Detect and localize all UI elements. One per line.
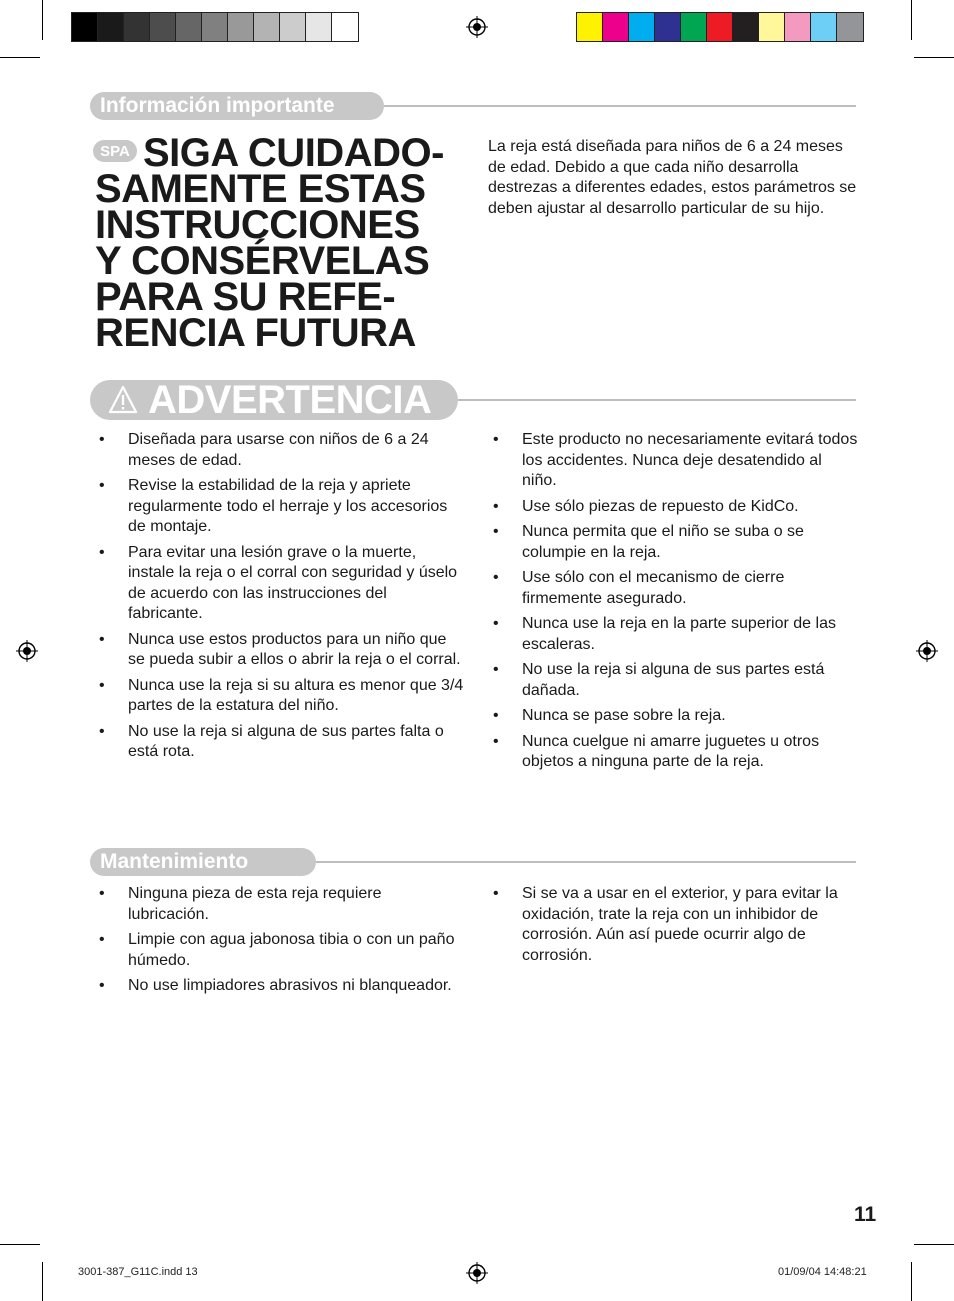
warning-list-left	[95, 430, 465, 768]
date-slug: 01/09/04 14:48:21	[778, 1266, 867, 1278]
list-item: • No use la reja si alguna de sus partes está dañada.	[489, 660, 859, 701]
section-header-informacion	[90, 92, 856, 120]
title-line: PARA SU REFE-	[95, 275, 396, 319]
list-item: • Para evitar una lesión grave o la muerte, instale la reja o el corral con seguridad y úselo de acuerdo con las instrucciones del fabricante.	[95, 543, 465, 625]
color-swatch	[837, 13, 863, 41]
list-item: • Nunca use la reja si su altura es menor que 3/4 partes de la estatura del niño.	[95, 676, 465, 717]
list-item: • Nunca cuelgue ni amarre juguetes u otros objetos a ninguna parte de la reja.	[489, 732, 859, 773]
warning-pill	[90, 380, 458, 420]
color-swatch	[280, 13, 306, 41]
intro-paragraph: La reja está diseñada para niños de 6 a 24 meses de edad. Debido a que cada niño desarrolla destrezas a diferentes edades, estos parámetros se deben ajustar al desarrollo particular de su hijo.	[488, 138, 857, 217]
grayscale-color-bar	[71, 12, 359, 42]
section-rule	[316, 861, 856, 863]
crop-mark	[911, 0, 912, 40]
list-item: • Revise la estabilidad de la reja y apriete regularmente todo el herraje y los accesorios de montaje.	[95, 476, 465, 538]
color-swatch	[785, 13, 811, 41]
list-item: • Diseñada para usarse con niños de 6 a 24 meses de edad.	[95, 430, 465, 471]
color-swatch	[254, 13, 280, 41]
list-item: • Use sólo piezas de repuesto de KidCo.	[489, 497, 859, 518]
color-swatch	[176, 13, 202, 41]
registration-mark-icon	[916, 640, 938, 662]
crop-mark	[911, 1262, 912, 1301]
title-line: SAMENTE ESTAS	[95, 167, 426, 211]
color-swatch	[306, 13, 332, 41]
color-swatch	[332, 13, 358, 41]
color-swatch	[124, 13, 150, 41]
color-swatch	[202, 13, 228, 41]
process-color-bar	[576, 12, 864, 42]
file-slug: 3001-387_G11C.indd 13	[78, 1266, 198, 1278]
crop-mark	[42, 0, 43, 40]
registration-mark-icon	[466, 16, 488, 38]
crop-mark	[0, 1244, 40, 1245]
page-title	[95, 131, 475, 355]
list-item: • Nunca permita que el niño se suba o se columpie en la reja.	[489, 522, 859, 563]
registration-mark-icon	[16, 640, 38, 662]
section-title: Mantenimiento	[90, 848, 316, 876]
color-swatch	[629, 13, 655, 41]
language-badge: SPA	[93, 140, 137, 162]
section-rule	[384, 105, 856, 107]
section-title: Información importante	[90, 92, 384, 120]
color-swatch	[577, 13, 603, 41]
list-item: • Este producto no necesariamente evitará todos los accidentes. Nunca deje desatendido al niño.	[489, 430, 859, 492]
section-rule	[458, 399, 856, 401]
page-number: 11	[854, 1203, 877, 1226]
list-item: • Si se va a usar en el exterior, y para evitar la oxidación, trate la reja con un inhibidor de corrosión. Aún así puede ocurrir algo de corrosión.	[489, 884, 859, 966]
color-swatch	[98, 13, 124, 41]
title-line: Y CONSÉRVELAS	[95, 239, 430, 283]
warning-list-right	[489, 430, 859, 778]
crop-mark	[42, 1262, 43, 1301]
maintenance-list-left	[95, 884, 465, 1002]
color-swatch	[603, 13, 629, 41]
list-item: • Use sólo con el mecanismo de cierre firmemente asegurado.	[489, 568, 859, 609]
section-header-mantenimiento	[90, 848, 856, 876]
color-swatch	[707, 13, 733, 41]
warning-triangle-icon	[108, 385, 138, 415]
title-line: INSTRUCCIONES	[95, 203, 420, 247]
color-swatch	[72, 13, 98, 41]
crop-mark	[0, 57, 40, 58]
list-item: • Ninguna pieza de esta reja requiere lubricación.	[95, 884, 465, 925]
list-item: • Nunca use estos productos para un niño que se pueda subir a ellos o abrir la reja o el corral.	[95, 630, 465, 671]
title-line: SIGA CUIDADO-	[143, 131, 444, 175]
list-item: • No use limpiadores abrasivos ni blanqueador.	[95, 976, 465, 997]
color-swatch	[228, 13, 254, 41]
color-swatch	[759, 13, 785, 41]
crop-mark	[914, 1244, 954, 1245]
warning-header	[90, 380, 856, 420]
color-swatch	[681, 13, 707, 41]
color-swatch	[655, 13, 681, 41]
maintenance-list-right	[489, 884, 859, 971]
title-line: RENCIA FUTURA	[95, 311, 416, 355]
color-swatch	[811, 13, 837, 41]
list-item: • Nunca use la reja en la parte superior de las escaleras.	[489, 614, 859, 655]
registration-mark-icon	[466, 1262, 488, 1284]
color-swatch	[733, 13, 759, 41]
warning-title: ADVERTENCIA	[148, 378, 432, 422]
list-item: • Nunca se pase sobre la reja.	[489, 706, 859, 727]
color-swatch	[150, 13, 176, 41]
list-item: • Limpie con agua jabonosa tibia o con un paño húmedo.	[95, 930, 465, 971]
crop-mark	[914, 57, 954, 58]
list-item: • No use la reja si alguna de sus partes falta o está rota.	[95, 722, 465, 763]
